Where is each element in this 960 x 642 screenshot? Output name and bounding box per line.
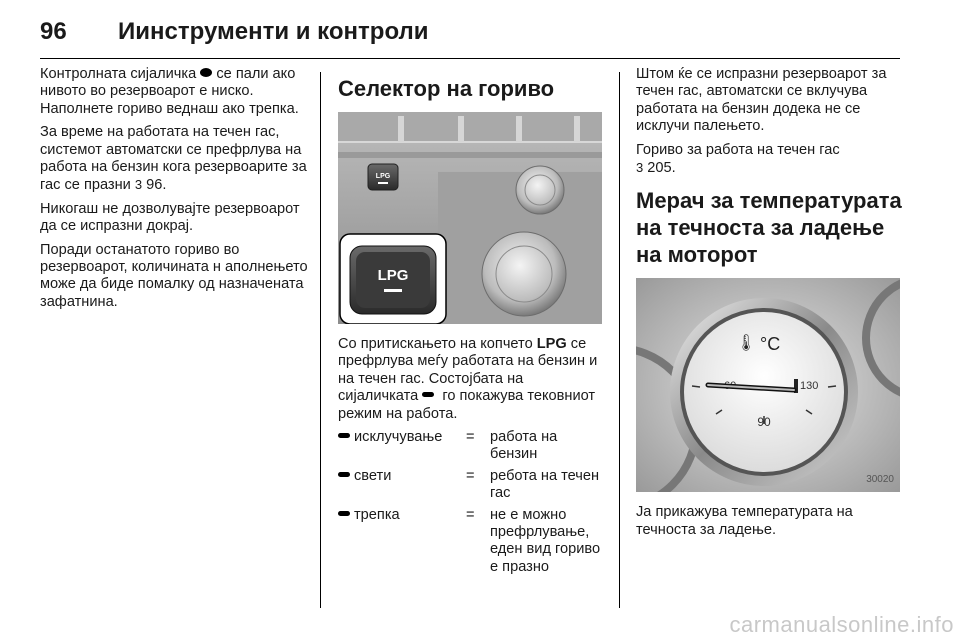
small-lpg-button-label: LPG [375,173,391,180]
lpg-indicator-lamp-icon [422,392,434,397]
page-reference-icon: 3 [636,160,644,176]
paragraph-lpg-empty: Штом ќе се испразни резервоарот за течен гас, автоматски се вклучува работата на бензин додека не се исклучи палењето. [636,66,887,135]
paragraph-low-fuel: Контролната сијаличка се пали ако нивото во резервоарот е ниско. Наполнете гориво веднаш ако трепка. [40,66,299,117]
lpg-button-name: LPG [536,336,567,352]
paragraph-auto-switch: За време на работата на течен гас, системот автоматски се префрлува на работа на бензин кога резервоарите за гас се празни 3 96. [40,124,307,194]
coolant-temperature-icon: 🌡 [736,333,757,353]
column-2 [338,66,604,580]
header-divider [40,58,900,59]
paragraph-lpg-reference: Гориво за работа на течен гас 3 205. [636,141,840,177]
column-divider-2 [619,72,620,608]
page-reference-link[interactable]: 96. [142,177,167,194]
table-row: свети = ребота на течен гас [338,468,604,507]
lamp-bar-icon [338,433,350,438]
page-number: 96 [40,18,67,45]
page-reference-link[interactable]: 205. [643,160,676,177]
table-row: трепка = не е можно префрлување, еден вид гориво е празно [338,507,604,581]
fuel-warning-lamp-icon [200,68,212,77]
lpg-console-drawing [338,112,602,324]
table-row: исклучување = работа на бензин [338,429,604,468]
column-3 [636,66,904,545]
section-heading-fuel-selector: Селектор на гориво [338,76,555,101]
gauge-unit-label: °C [760,334,781,355]
paragraph-gauge-description: Ја прикажува температурата на течноста за ладење. [636,504,853,538]
page-reference-icon: 3 [134,177,143,193]
page-title: Иинструменти и контроли [118,18,429,45]
large-lpg-button-label: LPG [377,267,409,284]
lpg-button-illustration [338,112,602,324]
gauge-label-high: 130 [800,380,819,393]
column-1 [40,66,308,317]
gauge-label-mid: 90 [757,415,771,430]
column-divider-1 [320,72,321,608]
paragraph-never-empty: Никогаш не дозволувајте резервоарот да се испразни докрај. [40,200,300,235]
illustration-code: 30020 [866,474,894,486]
lamp-bar-icon [338,511,350,516]
coolant-gauge-drawing [636,278,900,492]
paragraph-lpg-button: Со притискањето на копчето LPG се префрлува меѓу работата на бензин и на течен гас. Состојбата на сијаличката го покажува тековниот режим на работа. [338,336,598,422]
lpg-status-table [338,429,604,580]
coolant-gauge-illustration [636,278,900,492]
paragraph-remaining-fuel: Поради останатото гориво во резервоарот, количината н аполнењето може да биде помалку од назначената зафатнина. [40,241,308,310]
page-header [40,14,900,54]
section-heading-coolant-gauge: Мерач за температурата на течноста за ладење на моторот [636,188,902,268]
lamp-bar-icon [338,472,350,477]
watermark: carmanualsonline.info [729,612,954,637]
